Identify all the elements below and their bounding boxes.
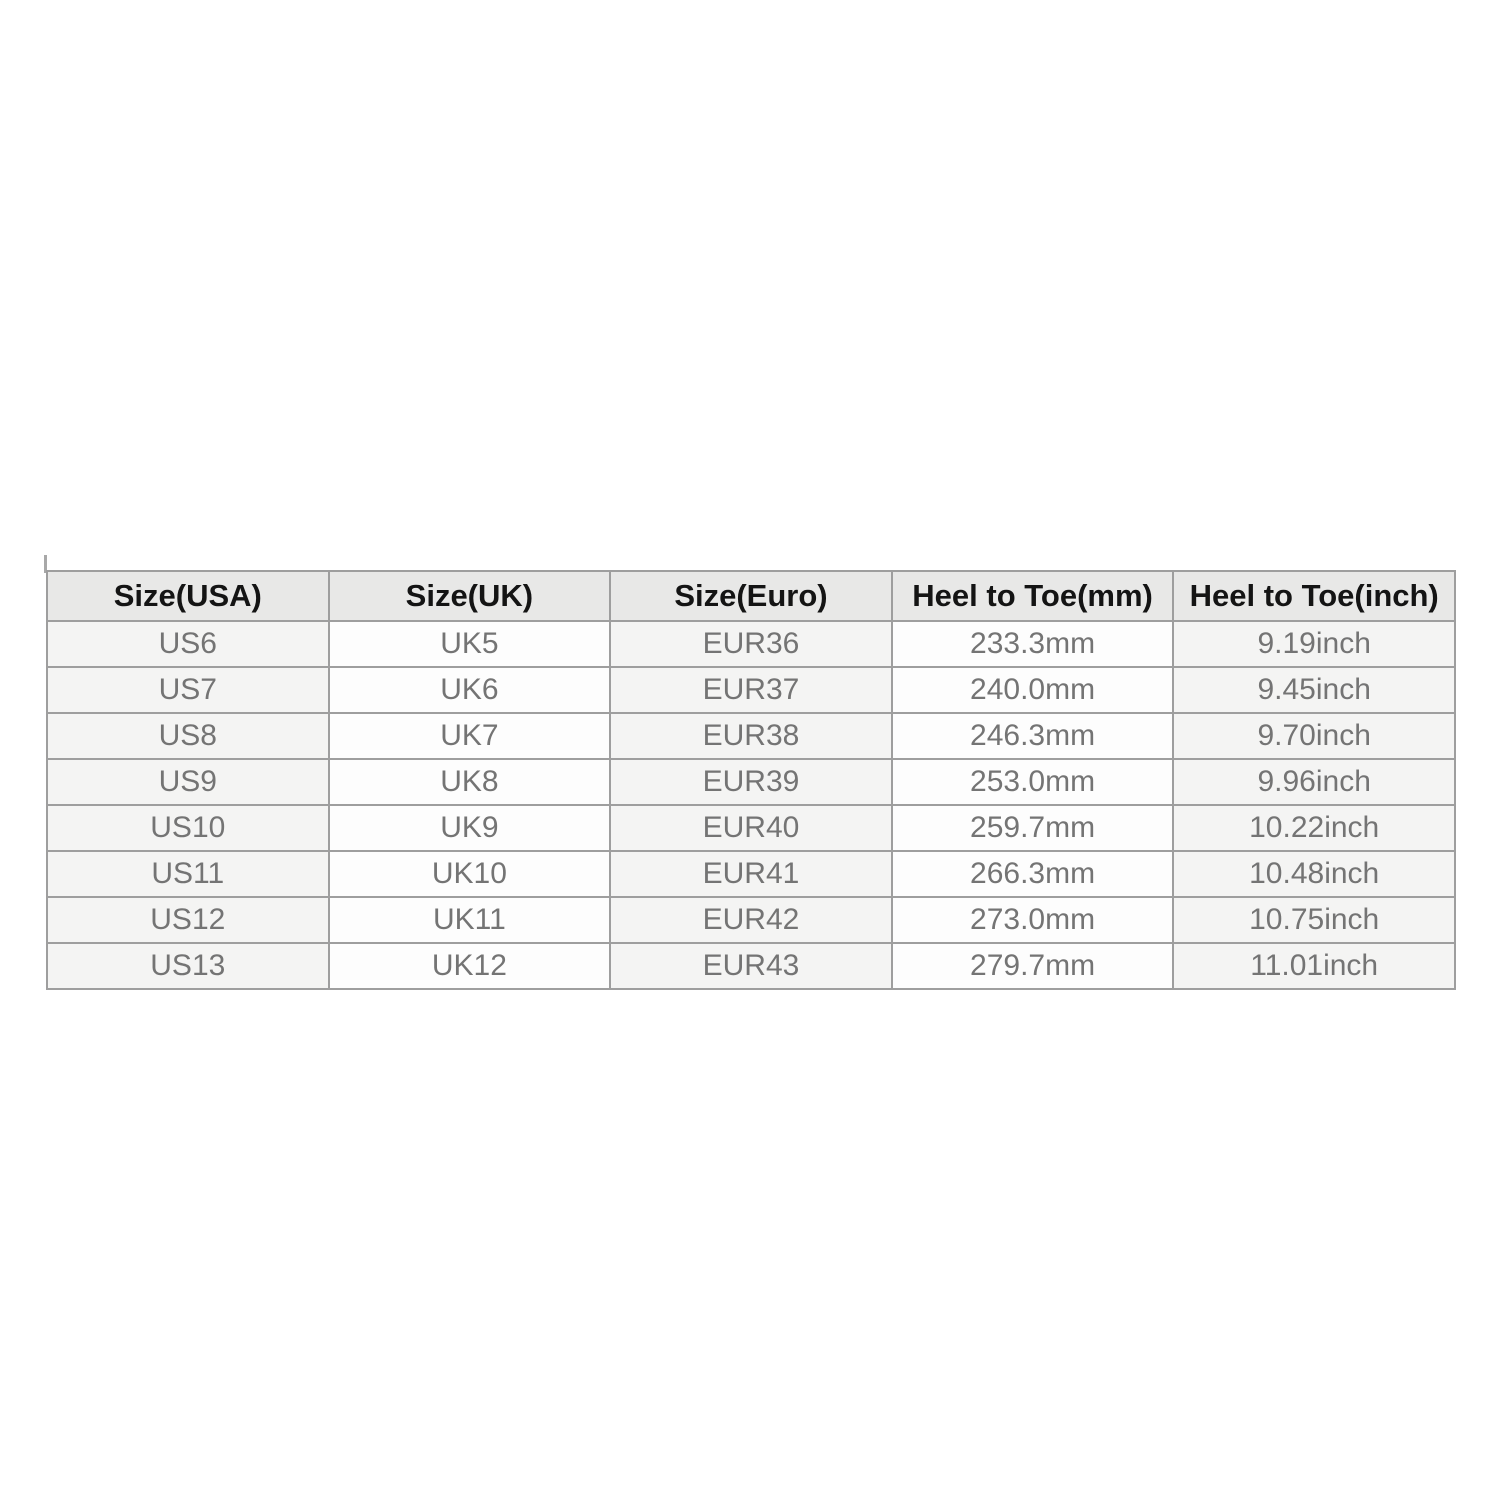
- table-cell-5-4: 10.48inch: [1173, 851, 1455, 897]
- table-cell-6-0: US12: [47, 897, 329, 943]
- table-row: [47, 759, 1455, 805]
- table-cell-7-1: UK12: [329, 943, 611, 989]
- table-cell-7-2: EUR43: [610, 943, 892, 989]
- table-cell-6-4: 10.75inch: [1173, 897, 1455, 943]
- column-header-3: Heel to Toe(mm): [892, 571, 1174, 621]
- table-row: [47, 713, 1455, 759]
- table-cell-4-0: US10: [47, 805, 329, 851]
- table-cell-3-1: UK8: [329, 759, 611, 805]
- table-cell-3-0: US9: [47, 759, 329, 805]
- table-cell-2-3: 246.3mm: [892, 713, 1174, 759]
- table-cell-0-0: US6: [47, 621, 329, 667]
- size-chart-table: [46, 570, 1456, 990]
- table-cell-6-1: UK11: [329, 897, 611, 943]
- table-cell-5-1: UK10: [329, 851, 611, 897]
- table-cell-7-0: US13: [47, 943, 329, 989]
- table-cell-1-3: 240.0mm: [892, 667, 1174, 713]
- size-chart-header-row: [47, 571, 1455, 621]
- table-cell-5-2: EUR41: [610, 851, 892, 897]
- table-cell-5-3: 266.3mm: [892, 851, 1174, 897]
- size-chart-container: [46, 570, 1456, 990]
- table-cell-0-1: UK5: [329, 621, 611, 667]
- table-cell-3-3: 253.0mm: [892, 759, 1174, 805]
- table-row: [47, 897, 1455, 943]
- table-row: [47, 621, 1455, 667]
- table-cell-4-3: 259.7mm: [892, 805, 1174, 851]
- table-cell-0-4: 9.19inch: [1173, 621, 1455, 667]
- table-cell-4-1: UK9: [329, 805, 611, 851]
- table-cell-1-1: UK6: [329, 667, 611, 713]
- table-row: [47, 805, 1455, 851]
- table-cell-1-4: 9.45inch: [1173, 667, 1455, 713]
- table-cell-2-1: UK7: [329, 713, 611, 759]
- table-cell-1-0: US7: [47, 667, 329, 713]
- table-cell-6-2: EUR42: [610, 897, 892, 943]
- table-cell-2-0: US8: [47, 713, 329, 759]
- table-cell-3-4: 9.96inch: [1173, 759, 1455, 805]
- table-cell-2-2: EUR38: [610, 713, 892, 759]
- table-cell-7-3: 279.7mm: [892, 943, 1174, 989]
- table-cell-0-2: EUR36: [610, 621, 892, 667]
- table-row: [47, 851, 1455, 897]
- table-cell-5-0: US11: [47, 851, 329, 897]
- table-cell-1-2: EUR37: [610, 667, 892, 713]
- column-header-1: Size(UK): [329, 571, 611, 621]
- column-header-4: Heel to Toe(inch): [1173, 571, 1455, 621]
- table-row: [47, 943, 1455, 989]
- column-header-0: Size(USA): [47, 571, 329, 621]
- table-cell-4-4: 10.22inch: [1173, 805, 1455, 851]
- table-row: [47, 667, 1455, 713]
- table-cell-4-2: EUR40: [610, 805, 892, 851]
- table-cell-7-4: 11.01inch: [1173, 943, 1455, 989]
- table-cell-3-2: EUR39: [610, 759, 892, 805]
- table-cell-6-3: 273.0mm: [892, 897, 1174, 943]
- column-header-2: Size(Euro): [610, 571, 892, 621]
- size-chart-body: [47, 621, 1455, 989]
- table-cell-0-3: 233.3mm: [892, 621, 1174, 667]
- table-cell-2-4: 9.70inch: [1173, 713, 1455, 759]
